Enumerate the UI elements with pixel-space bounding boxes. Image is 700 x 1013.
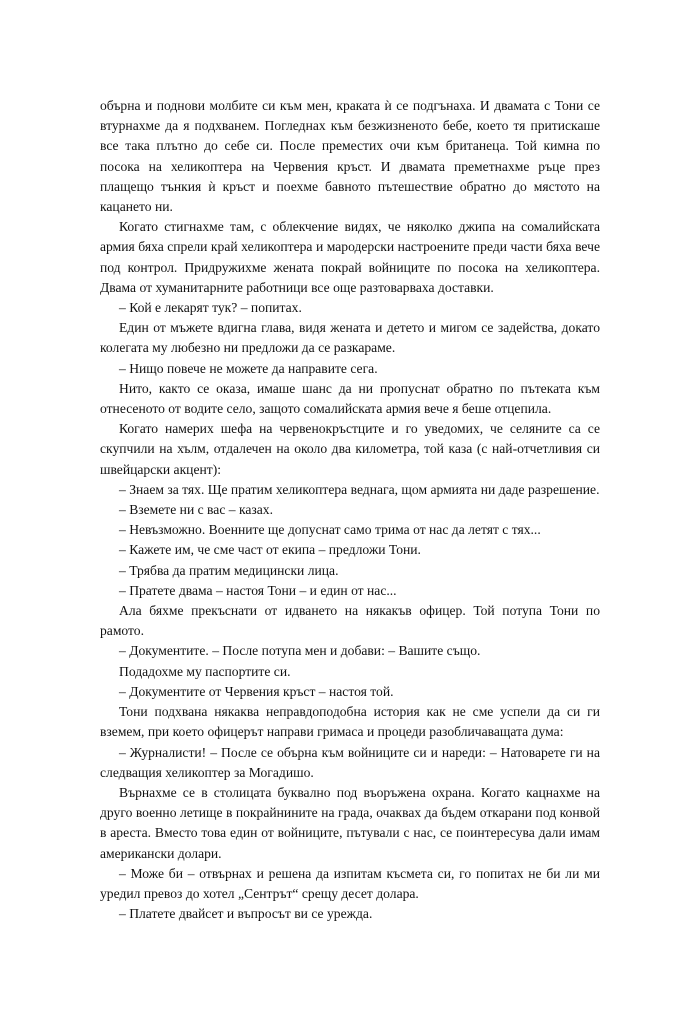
paragraph-9: – Вземете ни с вас – казах.	[119, 502, 273, 518]
paragraph-10: – Невъзможно. Военните ще допуснат само трима от нас да летят с тях...	[119, 522, 541, 538]
paragraph-6: Нито, както се оказа, имаше шанс да ни пропуснат обратно по пътеката към отнесеното от водите село, защото сомалийската армия вече я беше отцепила.	[100, 380, 600, 417]
paragraph-3: – Кой е лекарят тук? – попитах.	[119, 300, 302, 316]
paragraph-2: Когато стигнахме там, с облекчение видях, че няколко джипа на сомалийската армия бяха спрели край хеликоптера и мародерски настроените преди части бяха вече под контрол. Придружихме жената покрай войниците по посока на хеликоптера. Двама от хуманитарните работници все още разтоварваха доставки.	[100, 219, 600, 295]
paragraph-12: – Трябва да пратим медицински лица.	[119, 562, 339, 578]
paragraph-11: – Кажете им, че сме част от екипа – предложи Тони.	[119, 542, 421, 558]
paragraph-16: Подадохме му паспортите си.	[119, 663, 291, 679]
paragraph-22: – Платете двайсет и въпросът ви се урежда.	[119, 906, 373, 922]
paragraph-19: – Журналисти! – После се обърна към войниците си и нареди: – Натоварете ги на следващия хеликоптер за Могадишо.	[100, 744, 600, 780]
paragraph-8: – Знаем за тях. Ще пратим хеликоптера веднага, щом армията ни даде разрешение.	[119, 481, 600, 497]
paragraph-5: – Нищо повече не можете да направите сега.	[119, 360, 378, 376]
paragraph-4: Един от мъжете вдигна глава, видя жената и детето и мигом се задейства, докато колегата му любезно ни предложи да се разкараме.	[100, 320, 600, 356]
paragraph-21: – Може би – отвърнах и решена да изпитам късмета си, го попитах не би ли ми уредил превоз до хотел „Сентрът“ срещу десет долара.	[100, 865, 600, 901]
paragraph-20: Върнахме се в столицата буквално под въоръжена охрана. Когато кацнахме на друго военно летище в покрайнините на града, очаквах да бъдем откарани под конвой в ареста. Вместо това един от войниците, пътували с нас, се поинтересува дали имам американски долари.	[100, 784, 600, 861]
paragraph-17: – Документите от Червения кръст – настоя той.	[119, 683, 394, 699]
paragraph-13: – Пратете двама – настоя Тони – и един от нас...	[119, 582, 397, 598]
paragraph-14: Ала бяхме прекъснати от идването на някакъв офицер. Той потупа Тони по рамото.	[100, 603, 600, 639]
paragraph-18: Тони подхвана някаква неправдоподобна история как не сме успели да си ги вземем, при което офицерът направи гримаса и процеди разобличаващата дума:	[100, 704, 600, 740]
paragraph-7: Когато намерих шефа на червенокръстците и го уведомих, че селяните са се скупчили на хълм, отдалечен на около два километра, той каза (с най-отчетливия си швейцарски акцент):	[100, 421, 600, 477]
paragraph-1: обърна и поднови молбите си към мен, краката ѝ се подгънаха. И двамата с Тони се втурнахме да я подхванем. Погледнах към безжизненото бебе, което тя притискаше все така плътно до себе си. После преместих очи към британеца. Той кимна по посока на хеликоптера на Червения кръст. И двамата преметнахме ръце през плащещо тънкия ѝ кръст и поехме бавното пътешествие обратно до мястото на кацането ни.	[100, 98, 600, 215]
paragraph-15: – Документите. – После потупа мен и добави: – Вашите също.	[119, 643, 481, 659]
document-page	[100, 96, 600, 924]
